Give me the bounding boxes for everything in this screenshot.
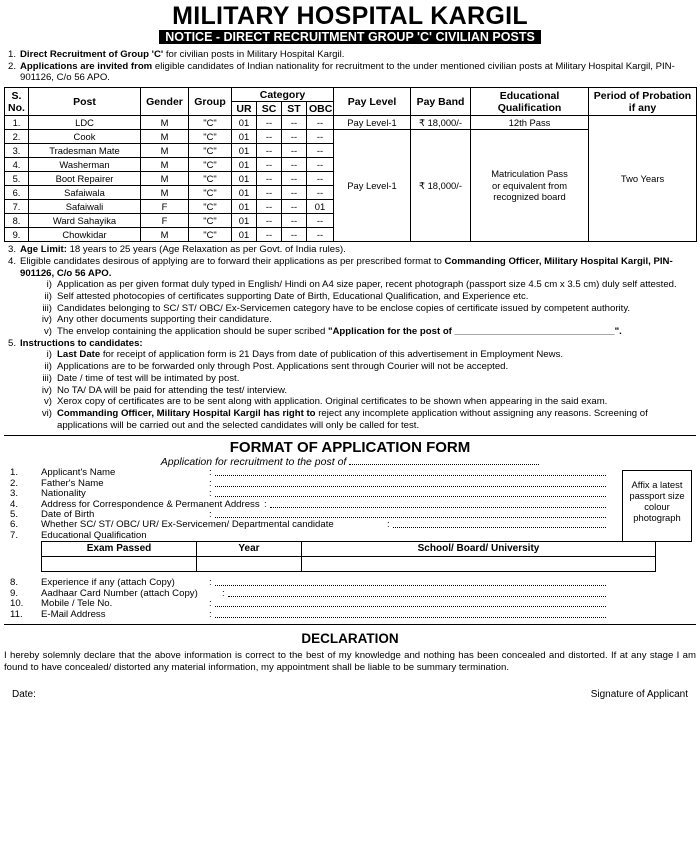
cell-obc: -- xyxy=(307,228,334,242)
cell-qualification: 12th Pass xyxy=(471,116,589,130)
form-field-row xyxy=(4,500,696,510)
cell-pay-band: ₹ 18,000/- xyxy=(411,130,471,242)
item-rest: eligible candidates of Indian nationality for recruitment to the under mentioned civilian posts at Military Hospital Kargil, PIN-901126, C/o 56 APO. xyxy=(20,60,675,84)
col-sno: S. No. xyxy=(5,88,29,116)
col-pay-level: Pay Level xyxy=(334,88,411,116)
cell-gender: M xyxy=(141,116,189,130)
field-number: 4. xyxy=(10,498,19,510)
item-number: i) xyxy=(46,349,52,361)
posts-table xyxy=(4,87,697,242)
field-number: 5. xyxy=(10,508,19,520)
section-divider xyxy=(4,435,696,436)
item-number: 5. xyxy=(8,337,17,349)
cell-obc: -- xyxy=(307,172,334,186)
field-blank[interactable] xyxy=(270,507,606,508)
cell-probation: Two Years xyxy=(589,116,697,242)
cell-sc: -- xyxy=(257,214,282,228)
cell-st: -- xyxy=(282,144,307,158)
field-blank[interactable] xyxy=(215,517,606,518)
point-forwarding xyxy=(4,256,696,279)
intro-item-1 xyxy=(4,49,696,61)
qualification-table xyxy=(41,541,656,572)
item-number: vi) xyxy=(41,407,52,419)
cell-sno: 4. xyxy=(5,158,29,172)
col-obc: OBC xyxy=(307,102,334,116)
cell-pay-level: Pay Level-1 xyxy=(334,130,411,242)
cell-st: -- xyxy=(282,228,307,242)
field-number: 7. xyxy=(10,529,19,541)
item-text xyxy=(57,326,696,338)
cell-post: Ward Sahayika xyxy=(29,214,141,228)
field-blank[interactable] xyxy=(215,496,606,497)
item-text: Xerox copy of certificates are to be sent along with application. Original certificates to be shown when appearing in the said exam. xyxy=(57,396,608,408)
item-text: Any other documents supporting their candidature. xyxy=(57,314,272,326)
cell-sc: -- xyxy=(257,130,282,144)
cell-gender: M xyxy=(141,144,189,158)
cell-post: LDC xyxy=(29,116,141,130)
item-bold: "Application for the post of ______________________________". xyxy=(327,326,622,338)
signature-row xyxy=(4,689,696,709)
cell-st: -- xyxy=(282,158,307,172)
cell-obc: -- xyxy=(307,144,334,158)
form-field-row xyxy=(4,610,696,620)
application-form-fields-2 xyxy=(4,578,696,622)
field-colon: : xyxy=(222,587,225,599)
item-text xyxy=(57,408,696,431)
field-colon: : xyxy=(264,498,267,510)
cell-sc: -- xyxy=(257,228,282,242)
notice-banner xyxy=(4,30,696,46)
cell-ur: 01 xyxy=(232,228,257,242)
cell-post: Chowkidar xyxy=(29,228,141,242)
cell-gender: M xyxy=(141,172,189,186)
cell-ur: 01 xyxy=(232,186,257,200)
field-number: 8. xyxy=(10,577,19,589)
item-rest: The envelop containing the application should be super scribed xyxy=(57,326,328,338)
col-sc: SC xyxy=(257,102,282,116)
cell-gender: M xyxy=(141,186,189,200)
item-bold: Commanding Officer, Military Hospital Kargil, PIN-901126, C/o 56 APO. xyxy=(20,255,673,279)
item-number: iv) xyxy=(41,384,52,396)
field-blank[interactable] xyxy=(215,475,606,476)
cell-sno: 5. xyxy=(5,172,29,186)
point-instructions xyxy=(4,338,696,350)
cell-sno: 2. xyxy=(5,130,29,144)
subpoint xyxy=(4,408,696,431)
col-ur: UR xyxy=(232,102,257,116)
item-number: v) xyxy=(44,396,52,408)
col-group: Group xyxy=(189,88,232,116)
item-text: Candidates belonging to SC/ ST/ OBC/ Ex-Servicemen category have to be enclose copies of certificate issued by competent authority. xyxy=(57,302,631,314)
section-divider xyxy=(4,624,696,625)
field-number: 11. xyxy=(10,608,23,620)
cell-gender: M xyxy=(141,228,189,242)
field-colon: : xyxy=(209,467,212,479)
field-blank[interactable] xyxy=(228,596,606,597)
field-label: Father's Name xyxy=(41,477,104,489)
item-number: v) xyxy=(44,326,52,338)
date-label: Date: xyxy=(12,688,36,700)
cell-post: Cook xyxy=(29,130,141,144)
cell-obc: -- xyxy=(307,130,334,144)
cell-ur: 01 xyxy=(232,214,257,228)
cell-pay-band: ₹ 18,000/- xyxy=(411,116,471,130)
field-label: Date of Birth xyxy=(41,508,95,520)
item-text: No TA/ DA will be paid for attending the test/ interview. xyxy=(57,384,288,396)
field-colon: : xyxy=(209,577,212,589)
item-number: ii) xyxy=(44,290,52,302)
exam-cell-board[interactable] xyxy=(302,557,656,572)
post-name-blank[interactable] xyxy=(349,464,539,465)
col-gender: Gender xyxy=(141,88,189,116)
notice-text: NOTICE - DIRECT RECRUITMENT GROUP 'C' CIVILIAN POSTS xyxy=(159,30,541,44)
cell-sc: -- xyxy=(257,186,282,200)
cell-st: -- xyxy=(282,172,307,186)
field-label: Whether SC/ ST/ OBC/ UR/ Ex-Servicemen/ Departmental candidate xyxy=(41,519,334,531)
cell-post: Safaiwala xyxy=(29,186,141,200)
field-number: 2. xyxy=(10,477,19,489)
item-number: 2. xyxy=(8,60,17,72)
item-text xyxy=(20,338,696,350)
item-bold: Commanding Officer, Military Hospital Kargil has right to xyxy=(57,407,316,419)
subpoint xyxy=(4,349,696,361)
cell-group: "C" xyxy=(189,214,232,228)
field-label: Applicant's Name xyxy=(41,467,116,479)
subpoint xyxy=(4,385,696,397)
cell-gender: M xyxy=(141,158,189,172)
field-label: Aadhaar Card Number (attach Copy) xyxy=(41,587,198,599)
field-label: Experience if any (attach Copy) xyxy=(41,577,175,589)
item-bold: Instructions to candidates: xyxy=(20,337,143,349)
field-label: Address for Correspondence & Permanent Address xyxy=(41,498,260,510)
col-probation: Period of Probation if any xyxy=(589,88,697,116)
field-colon: : xyxy=(209,608,212,620)
field-number: 3. xyxy=(10,488,19,500)
item-rest: for civilian posts in Military Hospital Kargil. xyxy=(163,49,345,60)
item-rest: 18 years to 25 years (Age Relaxation as per Govt. of India rules). xyxy=(66,244,346,256)
cell-sno: 7. xyxy=(5,200,29,214)
subpoint xyxy=(4,326,696,338)
table-row xyxy=(5,116,697,130)
field-colon: : xyxy=(209,488,212,500)
cell-sc: -- xyxy=(257,158,282,172)
field-label: Educational Qualification xyxy=(41,529,147,541)
field-number: 6. xyxy=(10,519,19,531)
item-text xyxy=(20,61,696,84)
cell-obc: -- xyxy=(307,116,334,130)
field-colon: : xyxy=(387,519,390,531)
cell-group: "C" xyxy=(189,116,232,130)
cell-sno: 8. xyxy=(5,214,29,228)
cell-qualification: Matriculation Pass or equivalent from recognized board xyxy=(471,130,589,242)
cell-sno: 1. xyxy=(5,116,29,130)
col-qualification: Educational Qualification xyxy=(471,88,589,116)
posts-table-body xyxy=(5,116,697,242)
cell-ur: 01 xyxy=(232,130,257,144)
cell-post: Boot Repairer xyxy=(29,172,141,186)
subpoint xyxy=(4,303,696,315)
cell-group: "C" xyxy=(189,186,232,200)
field-blank[interactable] xyxy=(215,606,606,607)
field-label: Nationality xyxy=(41,488,86,500)
subpoint xyxy=(4,373,696,385)
photo-box: Affix a latest passport size colour photograph xyxy=(622,470,692,542)
page-title: MILITARY HOSPITAL KARGIL xyxy=(172,2,528,30)
cell-post: Tradesman Mate xyxy=(29,144,141,158)
field-number: 1. xyxy=(10,467,19,479)
field-blank[interactable] xyxy=(215,617,606,618)
item-rest: Eligible candidates desirous of applying are to forward their applications as per prescribed format to xyxy=(20,255,445,267)
cell-group: "C" xyxy=(189,228,232,242)
cell-group: "C" xyxy=(189,200,232,214)
cell-st: -- xyxy=(282,200,307,214)
cell-st: -- xyxy=(282,116,307,130)
item-bold: Last Date xyxy=(57,349,101,361)
cell-sc: -- xyxy=(257,172,282,186)
item-number: 4. xyxy=(8,255,17,267)
item-text xyxy=(57,349,696,361)
exam-cell-passed[interactable] xyxy=(42,557,197,572)
item-text: Applications are to be forwarded only through Post. Applications sent through Courier will not be accepted. xyxy=(57,361,509,373)
cell-pay-level: Pay Level-1 xyxy=(334,116,411,130)
cell-st: -- xyxy=(282,214,307,228)
subpoint xyxy=(4,361,696,373)
subpoint xyxy=(4,396,696,408)
item-text: Application as per given format duly typed in English/ Hindi on A4 size paper, recent photograph (passport size 4.5 cm x 3.5 cm) duly self attested. xyxy=(57,279,677,291)
subpoint xyxy=(4,291,696,303)
form-field-row xyxy=(4,479,696,489)
cell-obc: 01 xyxy=(307,200,334,214)
cell-ur: 01 xyxy=(232,116,257,130)
cell-st: -- xyxy=(282,130,307,144)
cell-gender: M xyxy=(141,130,189,144)
cell-sno: 3. xyxy=(5,144,29,158)
item-number: i) xyxy=(46,279,52,291)
item-bold: Age Limit: xyxy=(20,244,67,256)
item-text xyxy=(20,256,696,279)
cell-gender: F xyxy=(141,200,189,214)
cell-gender: F xyxy=(141,214,189,228)
item-bold: Applications are invited from xyxy=(20,60,153,72)
declaration-text: I hereby solemnly declare that the above information is correct to the best of my knowledge and nothing has been concealed and distorted. If at any stage I am found to have concealed/ distorted any material information, my appointment shall be liable to be summary termination. xyxy=(4,650,696,674)
exam-cell-year[interactable] xyxy=(197,557,302,572)
cell-sno: 6. xyxy=(5,186,29,200)
field-label: E-Mail Address xyxy=(41,608,106,620)
item-rest: reject any incomplete application without assigning any reasons. Screening of applications will be carried out and the selected candidates will only be called for test. xyxy=(57,407,648,431)
cell-obc: -- xyxy=(307,186,334,200)
item-number: iv) xyxy=(41,314,52,326)
form-field-row xyxy=(4,489,696,499)
field-colon: : xyxy=(209,598,212,610)
point-age-limit xyxy=(4,244,696,256)
item-number: 3. xyxy=(8,244,17,256)
item-text: Self attested photocopies of certificates supporting Date of Birth, Educational Qualification, and Experience etc. xyxy=(57,290,529,302)
item-bold: Direct Recruitment of Group 'C' xyxy=(20,49,164,60)
field-colon: : xyxy=(209,477,212,489)
cell-group: "C" xyxy=(189,172,232,186)
cell-sc: -- xyxy=(257,116,282,130)
cell-sc: -- xyxy=(257,144,282,158)
cell-obc: -- xyxy=(307,214,334,228)
col-post: Post xyxy=(29,88,141,116)
cell-obc: -- xyxy=(307,158,334,172)
item-text xyxy=(20,49,696,61)
item-text: Date / time of test will be intimated by post. xyxy=(57,372,240,384)
cell-sc: -- xyxy=(257,200,282,214)
field-colon: : xyxy=(209,508,212,520)
cell-post: Safaiwali xyxy=(29,200,141,214)
cell-group: "C" xyxy=(189,130,232,144)
item-number: ii) xyxy=(44,361,52,373)
declaration-title: DECLARATION xyxy=(301,631,399,647)
col-category: Category xyxy=(232,88,334,102)
item-number: 1. xyxy=(8,49,17,60)
field-blank[interactable] xyxy=(393,527,606,528)
field-number: 10. xyxy=(10,598,24,610)
form-title: FORMAT OF APPLICATION FORM xyxy=(229,439,471,457)
field-blank[interactable] xyxy=(215,486,606,487)
form-field-row xyxy=(4,599,696,609)
col-pay-band: Pay Band xyxy=(411,88,471,116)
item-text xyxy=(20,244,696,256)
subpoint xyxy=(4,314,696,326)
form-subtitle-text: Application for recruitment to the post of xyxy=(160,456,347,469)
exam-col-board: School/ Board/ University xyxy=(302,542,656,557)
application-form-fields xyxy=(4,468,696,578)
cell-sno: 9. xyxy=(5,228,29,242)
cell-st: -- xyxy=(282,186,307,200)
form-field-row xyxy=(4,468,696,478)
item-number: iii) xyxy=(42,302,52,314)
cell-ur: 01 xyxy=(232,144,257,158)
col-st: ST xyxy=(282,102,307,116)
item-rest: for receipt of application form is 21 Days from date of publication of this advertisement in Employment News. xyxy=(100,349,564,361)
signature-label: Signature of Applicant xyxy=(590,688,688,700)
field-blank[interactable] xyxy=(215,585,606,586)
cell-ur: 01 xyxy=(232,158,257,172)
cell-ur: 01 xyxy=(232,200,257,214)
item-number: iii) xyxy=(42,372,52,384)
exam-col-passed: Exam Passed xyxy=(42,542,197,557)
field-number: 9. xyxy=(10,587,19,599)
cell-group: "C" xyxy=(189,158,232,172)
intro-item-2 xyxy=(4,61,696,84)
form-field-row xyxy=(4,531,696,541)
exam-col-year: Year xyxy=(197,542,302,557)
cell-post: Washerman xyxy=(29,158,141,172)
field-label: Mobile / Tele No. xyxy=(41,598,113,610)
cell-group: "C" xyxy=(189,144,232,158)
cell-ur: 01 xyxy=(232,172,257,186)
subpoint xyxy=(4,279,696,291)
